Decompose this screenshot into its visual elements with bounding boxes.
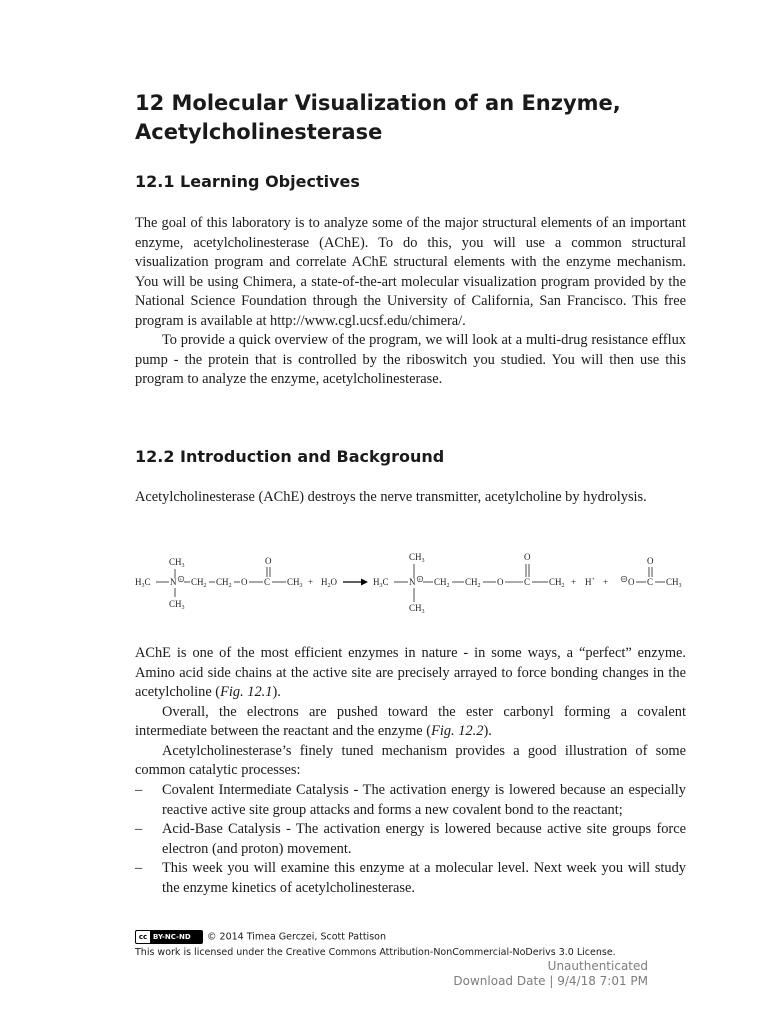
copyright-line (135, 930, 386, 944)
reactant-ch2-2: $CH_2$ (216, 577, 232, 589)
product-methyl-left: $H_3C$ (373, 577, 389, 589)
list-item: – Acid-Base Catalysis - The activation energy is lowered because active site groups force electron (and proton) movement. (135, 821, 686, 857)
section-heading-learning-objectives: 12.1 Learning Objectives (135, 172, 360, 191)
reaction-plus-3: + (603, 577, 609, 587)
reactant-methyl-bottom: $CH_3$ (169, 599, 185, 611)
download-date: Download Date | 9/4/18 7:01 PM (453, 974, 648, 988)
reactant-nitrogen: N (170, 577, 177, 587)
acetylcholine-hydrolysis-reaction (135, 547, 687, 617)
reactant-charge: + (179, 577, 183, 584)
learning-objectives-paragraph-1: The goal of this laboratory is to analyze some of the major structural elements of an important enzyme, acetylcholinesterase (AChE). To do this, you will use a common structural visualization program and correlate AChE structural elements with the enzyme mechanism. You will be using Chimera, a state-of-the-art molecular visualization program provided by the National Science Foundation through the University of California, San Francisco. This free program is available at http://www.cgl.ucsf.edu/chimera/. (135, 215, 686, 329)
license-text: This work is licensed under the Creative Commons Attribution-NonCommercial-NoDerivs 3.0 License. (135, 947, 616, 958)
reactant-carbonyl-carbon: C (264, 577, 271, 587)
catalysis-list (135, 781, 686, 898)
acetate-methyl: $CH_3$ (666, 577, 682, 589)
product-ch2-1: $CH_2$ (434, 577, 450, 589)
product-carbonyl-oxygen: O (524, 552, 531, 562)
reactant-terminal-methyl: $CH_3$ (287, 577, 303, 589)
introduction-paragraph-4: Acetylcholinesterase’s finely tuned mechanism provides a good illustration of some common catalytic processes: (135, 742, 686, 778)
product-methyl-top: $CH_3$ (409, 552, 425, 564)
reaction-plus-2: + (571, 577, 577, 587)
access-watermark (453, 959, 648, 989)
section-heading-introduction: 12.2 Introduction and Background (135, 447, 445, 466)
chapter-title-line2: Acetylcholinesterase (135, 120, 383, 144)
product-nitrogen: N (409, 577, 416, 587)
product-ester-oxygen: O (497, 577, 504, 587)
proton: H+ (585, 577, 595, 587)
cc-license-badge: cc BY-NC-ND (135, 930, 203, 944)
chapter-title-line1: 12 Molecular Visualization of an Enzyme, (135, 91, 621, 115)
introduction-paragraph-1: Acetylcholinesterase (AChE) destroys the nerve transmitter, acetylcholine by hydrolysis. (135, 489, 647, 505)
water: $H_2O$ (321, 577, 337, 589)
acetate-oxygen: O (628, 577, 635, 587)
reaction-plus-1: + (308, 577, 314, 587)
introduction-body (135, 644, 686, 781)
reactant-carbonyl-oxygen: O (265, 556, 272, 566)
list-item: – Covalent Intermediate Catalysis - The activation energy is lowered because an especially reactive active site group attacks and forms a new covalent bond to the reactant; (135, 782, 686, 818)
reactant-methyl-left: $H_3C$ (135, 577, 151, 589)
product-ch2-2: $CH_2$ (465, 577, 481, 589)
product-methyl-bottom: $CH_3$ (409, 603, 425, 615)
learning-objectives-paragraph-2: To provide a quick overview of the program, we will look at a multi-drug resistance efflux pump - the protein that is controlled by the riboswitch you studied. You will then use this program to analyze the enzyme, acetylcholinesterase. (135, 332, 686, 387)
product-charge: + (418, 577, 422, 584)
copyright-text: © 2014 Timea Gerczei, Scott Pattison (207, 931, 386, 943)
introduction-paragraph-2: AChE is one of the most efficient enzymes in nature - in some ways, a “perfect” enzyme. Amino acid side chains at the active site are precisely arrayed to force bonding changes in the acetylcholine (Fig. 12.1). (135, 645, 686, 700)
fig-12-1-reference: Fig. 12.1 (220, 684, 273, 700)
reactant-ester-oxygen: O (241, 577, 248, 587)
learning-objectives-text (135, 214, 686, 390)
reactant-ch2-1: $CH_2$ (191, 577, 207, 589)
chapter-title (135, 89, 695, 147)
introduction-paragraph-3: Overall, the electrons are pushed toward the ester carbonyl forming a covalent intermediate between the reactant and the enzyme (Fig. 12.2). (135, 703, 686, 739)
reactant-methyl-top: $CH_3$ (169, 557, 185, 569)
unauthenticated-label: Unauthenticated (547, 959, 648, 973)
product-carbonyl-carbon: C (524, 577, 531, 587)
acetate-carbon: C (647, 577, 654, 587)
list-item: – This week you will examine this enzyme at a molecular level. Next week you will study the enzyme kinetics of acetylcholinesterase. (135, 860, 686, 896)
product-terminal-ch2: $CH_2$ (549, 577, 565, 589)
fig-12-2-reference: Fig. 12.2 (431, 723, 484, 739)
acetate-carbonyl-oxygen: O (647, 556, 654, 566)
